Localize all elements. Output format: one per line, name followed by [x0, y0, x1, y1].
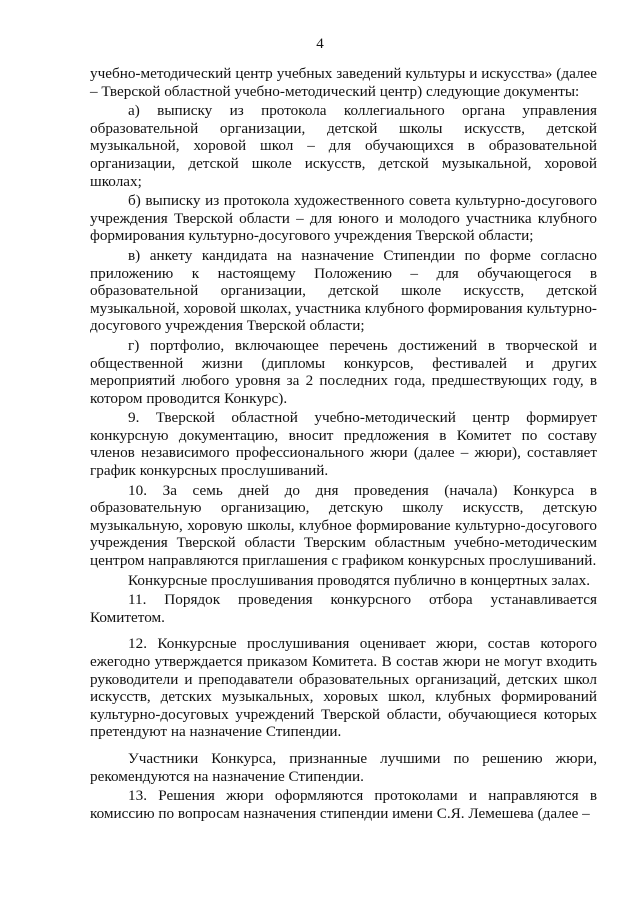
paragraph-clause-10: 10. За семь дней до дня проведения (начала) Конкурса в образовательную организацию, детскую школу искусств, детскую музыкальную, хоровую школы, клубное формирование культурно-досугового учреждения Тверской области Тверским областным учебно-методическим центром направляются приглашения с графиком конкурсных прослушиваний.	[90, 481, 597, 570]
paragraph-clause-9: 9. Тверской областной учебно-методический центр формирует конкурсную документацию, вносит предложения в Комитет по составу членов независимого профессионального жюри (далее – жюри), составляет график конкурсных прослушиваний.	[90, 409, 597, 480]
paragraph-clause-13: 13. Решения жюри оформляются протоколами и направляются в комиссию по вопросам назначения стипендии имени С.Я. Лемешева (далее –	[90, 787, 597, 822]
paragraph-item-b: б) выписку из протокола художественного совета культурно-досугового учреждения Тверской области – для юного и молодого участника клубного формирования культурно-досугового учреждения Тверской области;	[90, 192, 597, 245]
paragraph-continuation: учебно-методический центр учебных заведений культуры и искусства» (далее – Тверской областной учебно-методический центр) следующие документы:	[90, 65, 597, 100]
paragraph-recommendation: Участники Конкурса, признанные лучшими по решению жюри, рекомендуются на назначение Стипендии.	[90, 749, 597, 785]
document-body	[90, 65, 597, 824]
paragraph-item-a: а) выписку из протокола коллегиального органа управления образовательной организации, детской школы искусств, детской музыкальной, хоровой школ – для обучающихся в образовательной организации, детской школе искусств, детской музыкальной, хоровой школах;	[90, 102, 597, 190]
paragraph-clause-11: 11. Порядок проведения конкурсного отбора устанавливается Комитетом.	[90, 591, 597, 626]
page-number: 4	[316, 36, 324, 52]
paragraph-clause-12: 12. Конкурсные прослушивания оценивает жюри, состав которого ежегодно утверждается приказом Комитета. В состав жюри не могут входить руководители и преподаватели образовательных организаций, детских школ искусств, детских музыкальных, хоровых школ, клубных формирований культурно-досуговых учреждений Тверской области, обучающиеся которых претендуют на назначение Стипендии.	[90, 635, 597, 741]
paragraph-public-auditions: Конкурсные прослушивания проводятся публично в концертных залах.	[128, 571, 591, 589]
paragraph-item-g: г) портфолио, включающее перечень достижений в творческой и общественной жизни (дипломы конкурсов, фестивалей и других мероприятий любого уровня за 2 последних года, предшествующих году, в котором проводится Конкурс).	[90, 336, 597, 407]
paragraph-item-v: в) анкету кандидата на назначение Стипендии по форме согласно приложению к настоящему Положению – для обучающегося в образовательной организации, детской школе искусств, детской музыкальной, хоровой школах, участника клубного формирования культурно-досугового учреждения Тверской области;	[90, 246, 597, 335]
